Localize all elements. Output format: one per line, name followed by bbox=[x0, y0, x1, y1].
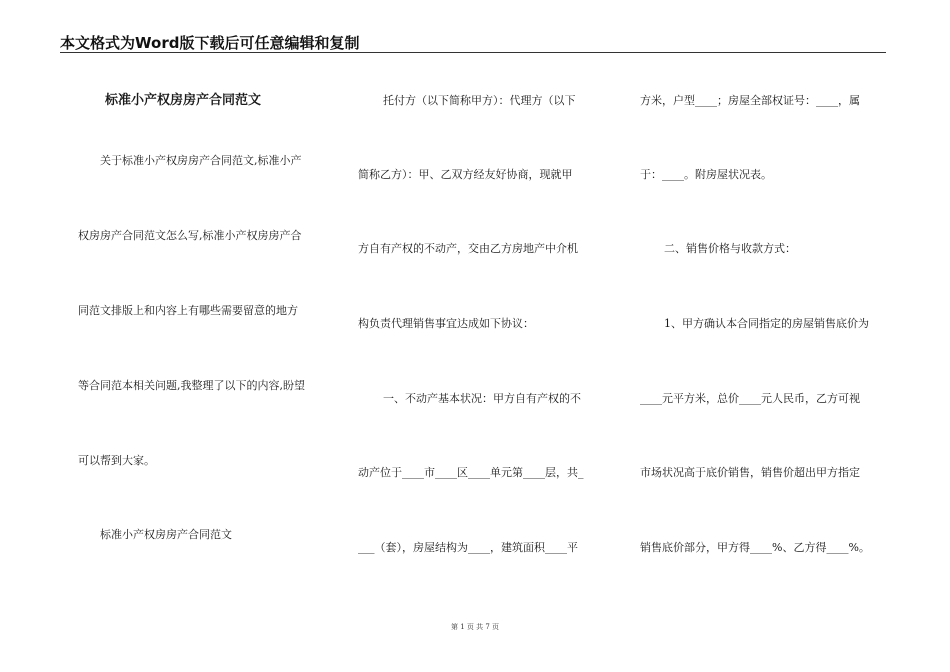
page-number: 第 1 页 共 7 页 bbox=[450, 623, 500, 631]
text-line: 动产位于____市____区____单元第____层，共_ bbox=[358, 466, 584, 479]
text-line: 一、不动产基本状况：甲方自有产权的不 bbox=[383, 392, 581, 405]
text-line: 市场状况高于底价销售，销售价超出甲方指定 bbox=[640, 466, 860, 479]
text-line: 方米，户型____；房屋全部权证号：____，属 bbox=[640, 94, 860, 107]
text-line: ___（套），房屋结构为____，建筑面积____平 bbox=[358, 541, 578, 554]
header-rule bbox=[60, 52, 886, 53]
text-line: 二、销售价格与收款方式： bbox=[664, 242, 796, 255]
section-heading: 标准小产权房房产合同范文 bbox=[100, 528, 232, 541]
text-line: ____元平方米，总价____元人民币，乙方可视 bbox=[640, 392, 860, 405]
text-line: 构负责代理销售事宜达成如下协议： bbox=[358, 317, 534, 330]
document-header: 本文格式为Word版下载后可任意编辑和复制 bbox=[60, 34, 360, 52]
text-line: 权房房产合同范文怎么写,标准小产权房房产合 bbox=[78, 229, 302, 242]
text-line: 等合同范本相关问题,我整理了以下的内容,盼望 bbox=[78, 379, 305, 392]
text-line: 托付方（以下简称甲方）：代理方（以下 bbox=[383, 94, 576, 107]
text-line: 关于标准小产权房房产合同范文,标准小产 bbox=[100, 154, 302, 167]
text-line: 方自有产权的不动产，交由乙方房地产中介机 bbox=[358, 242, 578, 255]
text-line: 于：____。附房屋状况表。 bbox=[640, 168, 772, 181]
text-line: 1、甲方确认本合同指定的房屋销售底价为 bbox=[664, 317, 869, 330]
text-line: 销售底价部分，甲方得____%、乙方得____%。 bbox=[640, 541, 870, 554]
text-line: 同范文排版上和内容上有哪些需要留意的地方 bbox=[78, 304, 298, 317]
text-line: 可以帮到大家。 bbox=[78, 454, 155, 467]
article-title: 标准小产权房房产合同范文 bbox=[105, 93, 262, 108]
text-line: 简称乙方）：甲、乙双方经友好协商，现就甲 bbox=[358, 168, 573, 181]
